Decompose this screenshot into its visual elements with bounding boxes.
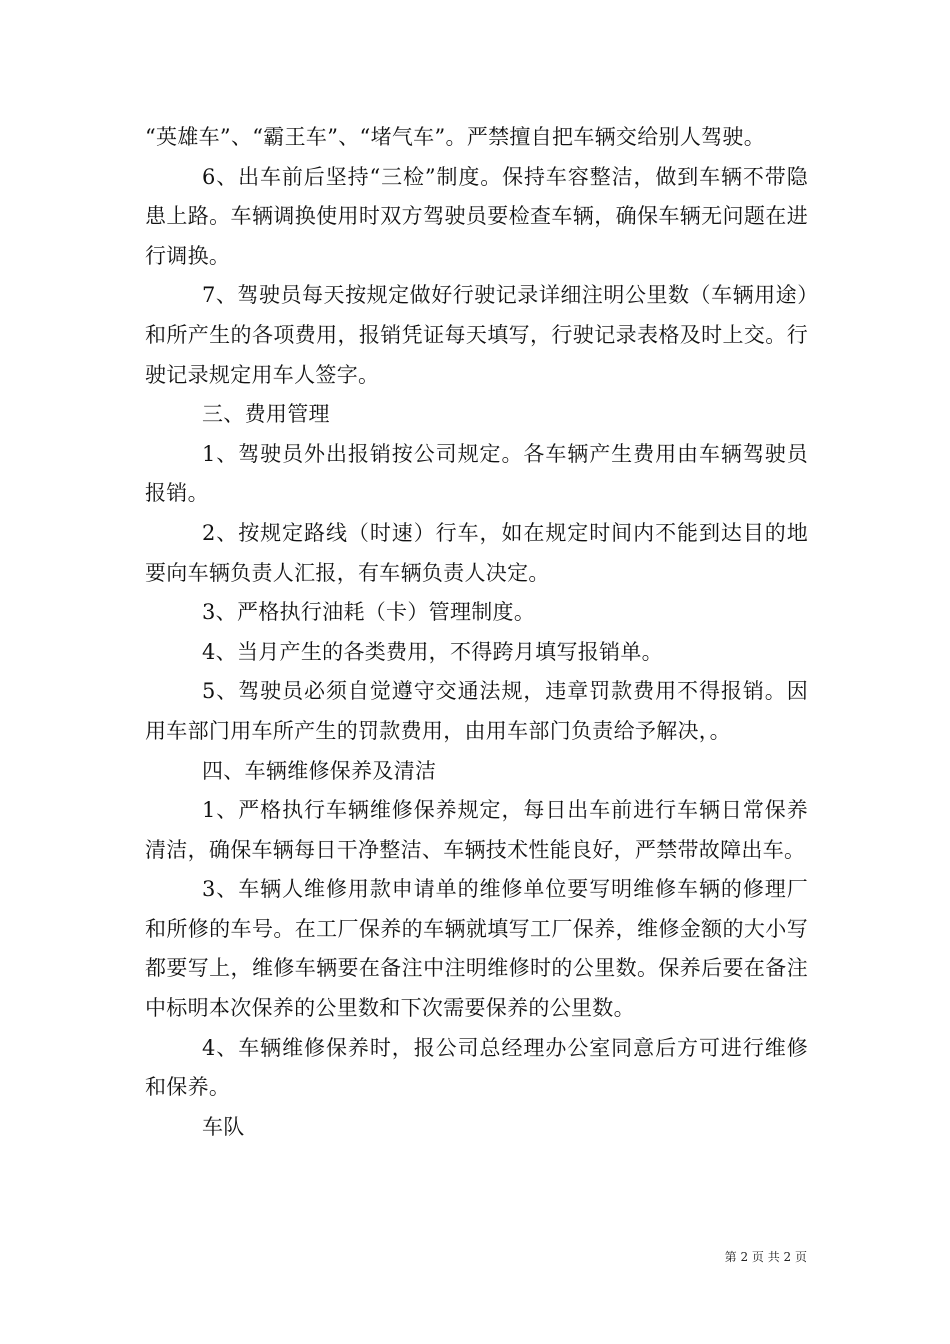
section-heading-fee-management: 三、费用管理: [202, 402, 330, 427]
paragraph-intro-continued: “英雄车”、“霸王车”、“堵气车”。严禁擅自把车辆交给别人驾驶。: [145, 125, 766, 149]
page-number-footer: 第 2 页 共 2 页: [724, 1250, 807, 1264]
paragraph-fee-2: 2、按规定路线（时速）行车，如在规定时间内不能到达目的地要向车辆负责人汇报，有车辆负责人决定。: [145, 520, 808, 585]
paragraph-maintenance-3: 3、车辆人维修用款申请单的维修单位要写明维修车辆的修理厂和所修的车号。在工厂保养的车辆就填写工厂保养，维修金额的大小写都要写上，维修车辆要在备注中注明维修时的公里数。保养后要在备注中标明本次保养的公里数和下次需要保养的公里数。: [145, 877, 808, 1021]
paragraph-maintenance-4: 4、车辆维修保养时，报公司总经理办公室同意后方可进行维修和保养。: [145, 1035, 808, 1100]
signature-fleet: 车队: [202, 1114, 245, 1139]
paragraph-maintenance-1: 1、严格执行车辆维修保养规定，每日出车前进行车辆日常保养清洁，确保车辆每日干净整洁、车辆技术性能良好，严禁带故障出车。: [145, 798, 808, 862]
paragraph-rule-6: 6、出车前后坚持“三检”制度。保持车容整洁，做到车辆不带隐患上路。车辆调换使用时双方驾驶员要检查车辆，确保车辆无问题在进行调换。: [145, 164, 808, 268]
paragraph-fee-4: 4、当月产生的各类费用，不得跨月填写报销单。: [202, 639, 663, 664]
paragraph-fee-5: 5、驾驶员必须自觉遵守交通法规，违章罚款费用不得报销。因用车部门用车所产生的罚款费用，由用车部门负责给予解决，。: [145, 679, 808, 743]
paragraph-fee-1: 1、驾驶员外出报销按公司规定。各车辆产生费用由车辆驾驶员报销。: [145, 441, 808, 506]
paragraph-rule-7: 7、驾驶员每天按规定做好行驶记录详细注明公里数（车辆用途）和所产生的各项费用，报销凭证每天填写，行驶记录表格及时上交。行驶记录规定用车人签字。: [145, 283, 808, 387]
paragraph-fee-3: 3、严格执行油耗（卡）管理制度。: [202, 600, 536, 625]
section-heading-maintenance: 四、车辆维修保养及清洁: [202, 758, 437, 783]
document-body: [145, 118, 808, 1147]
